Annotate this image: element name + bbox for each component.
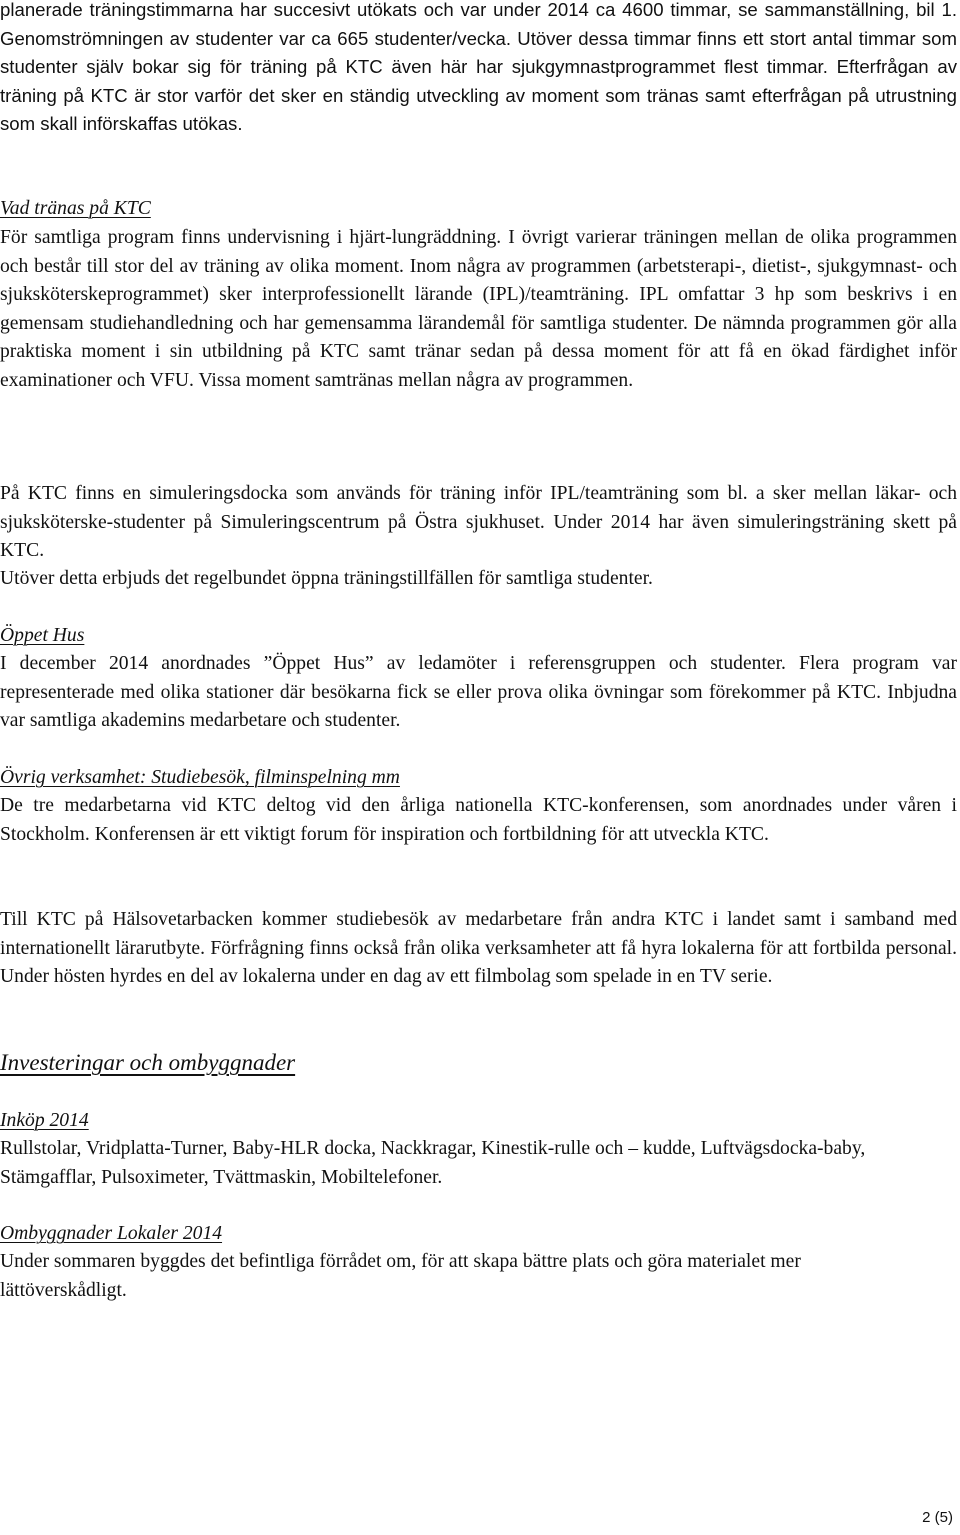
- paragraph-ovrig-1: De tre medarbetarna vid KTC deltog vid den årliga nationella KTC-konferensen, som anordnades under våren i Stockholm. Konferensen är ett viktigt forum för inspiration och fortbildning för att utveckla KTC.: [0, 795, 957, 845]
- intro-paragraph: planerade träningstimmarna har succesivt utökats och var under 2014 ca 4600 timmar, se sammanställning, bil 1. Genomströmningen av studenter var ca 665 studenter/vecka. Utöver dessa timmar finns ett stort antal timmar som studenter själv bokar sig för träning på KTC även här har sjukgymnastprogrammet flest timmar. Efterfrågan av träning på KTC är stor varför det sker en ständig utveckling av moment som tränas samt efterfrågan på utrustning som skall införskaffas utökas.: [0, 0, 957, 135]
- main-heading-investeringar: Investeringar och ombyggnader: [0, 1050, 296, 1075]
- paragraph-vad-tranas-3: Utöver detta erbjuds det regelbundet öppna träningstillfällen för samtliga studenter.: [0, 568, 653, 589]
- heading-ovrig-verksamhet: Övrig verksamhet: Studiebesök, filminspelning mm: [0, 767, 400, 788]
- paragraph-vad-tranas-1: För samtliga program finns undervisning i hjärt-lungräddning. I övrigt varierar träningen mellan de olika programmen och består till stor del av träning av olika moment. Inom några av programmen (arbetsterapi-, dietist-, sjukgymnast- och sjuksköterskeprogrammet) sker interprofessionellt lärande (IPL)/teamträning. IPL omfattar 3 hp som beskrivs i en gemensam studiehandledning och har gemensamma lärandemål för samtliga studenter. De nämnda programmen gör alla praktiska moment i sin utbildning på KTC samt tränar sedan på dessa moment för att få en ökad färdighet inför examinationer och VFU. Vissa moment samtränas mellan några av programmen.: [0, 227, 957, 391]
- heading-inkop: Inköp 2014: [0, 1110, 89, 1131]
- paragraph-ovrig-2: Till KTC på Hälsovetarbacken kommer studiebesök av medarbetare från andra KTC i landet samt i samband med internationellt lärarutbyte. Förfrågning finns också från olika verksamheter att få hyra lokalerna för att fortbilda personal. Under hösten hyrdes en del av lokalerna under en dag av ett filmbolag som spelade in en TV serie.: [0, 909, 957, 988]
- paragraph-oppet-hus: I december 2014 anordnades ”Öppet Hus” av ledamöter i referensgruppen och studenter. Flera program var representerade med olika stationer där besökarna fick se eller prova olika övningar som förekommer på KTC. Inbjudna var samtliga akademins medarbetare och studenter.: [0, 653, 957, 732]
- paragraph-vad-tranas-2: På KTC finns en simuleringsdocka som används för träning inför IPL/teamträning som bl. a sker mellan läkar- och sjuksköterske-studenter på Simuleringscentrum på Östra sjukhuset. Under 2014 har även simuleringsträning skett på KTC.: [0, 483, 957, 562]
- paragraph-ombyggnader: Under sommaren byggdes det befintliga förrådet om, för att skapa bättre plats och göra materialet mer lättöverskådligt.: [0, 1251, 801, 1301]
- heading-oppet-hus: Öppet Hus: [0, 625, 85, 646]
- heading-ombyggnader: Ombyggnader Lokaler 2014: [0, 1223, 223, 1244]
- page-number: 2 (5): [922, 1509, 953, 1526]
- paragraph-inkop: Rullstolar, Vridplatta-Turner, Baby-HLR docka, Nackkragar, Kinestik-rulle och – kudde, Luftvägsdocka-baby, Stämgafflar, Pulsoximeter, Tvättmaskin, Mobiltelefoner.: [0, 1138, 866, 1188]
- heading-vad-tranas: Vad tränas på KTC: [0, 198, 151, 219]
